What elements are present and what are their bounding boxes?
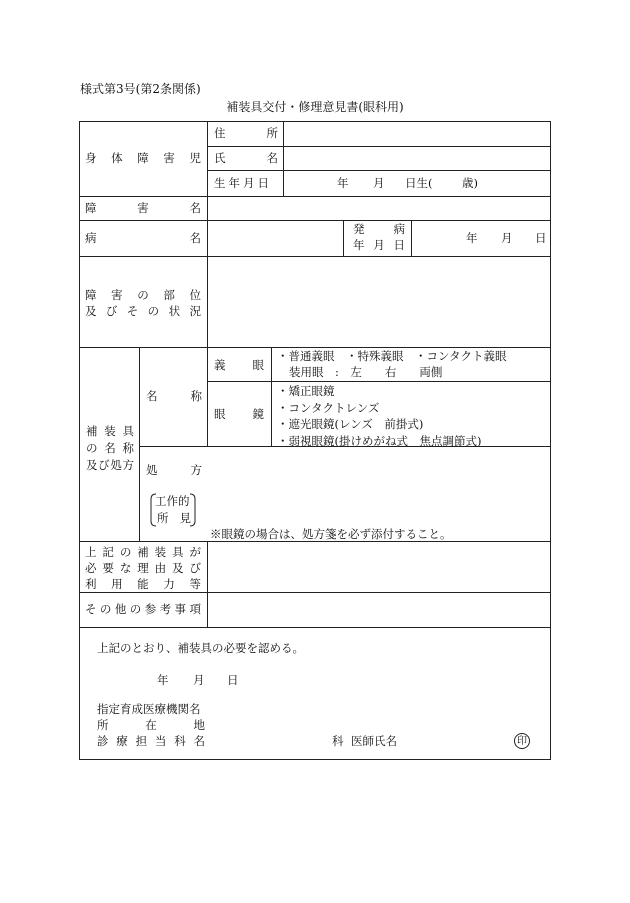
line-address-bottom [207,146,551,147]
line-eye-bottom [207,381,551,382]
vline-device-name-divider [207,347,208,446]
condition-label-line2: 及 び そ の 状 況 [85,304,201,318]
glasses-type-item: ・コンタクトレンズ [277,400,380,415]
dept-suffix: 科 [332,734,344,748]
address-label: 住 所 [214,126,278,140]
onset-year: 年 [466,231,478,245]
person-label: 身 体 障 害 児 [85,151,201,165]
line-other-bottom [79,627,551,628]
vline-onset-right [411,220,412,256]
other-label: そ の 他 の 参 考 事 項 [85,602,201,616]
dob-day-born: 日生( [405,176,433,190]
cert-month: 月 [193,673,205,687]
reason-label-line3: 利 用 能 力 等 [85,577,201,591]
dob-age: 歳) [462,176,478,190]
dob-year: 年 [337,176,349,190]
glasses-label: 眼 鏡 [214,407,264,421]
onset-day: 日 [535,231,547,245]
craft-label-line2: 所 見 [157,511,191,525]
disability-name-label: 障 害 名 [85,201,201,215]
disease-label: 病 名 [85,231,201,245]
vline-device-options [271,347,272,446]
line-person-bottom [79,196,551,197]
prescription-label: 処 方 [146,463,202,477]
condition-label-line1: 障 害 の 部 位 [85,288,201,302]
vline-person-subcol [283,121,284,196]
prosthetic-eye-types: ・普通義眼 ・特殊義眼 ・コンタクト義眼 [277,349,507,363]
cert-year: 年 [157,673,169,687]
line-disability-bottom [79,220,551,221]
line-condition-bottom [79,347,551,348]
vline-label-divider-top [207,121,208,347]
glasses-types-list [277,383,481,450]
vline-device-subcol [139,347,140,541]
dob-month: 月 [373,176,385,190]
doctor-label: 医師氏名 [351,734,397,748]
prosthetic-eye-label: 義 眼 [214,358,264,372]
certification-statement: 上記のとおり、補装具の必要を認める。 [97,641,304,655]
vline-onset-left [343,220,344,256]
wearing-eye: 装用眼 : 左 右 両側 [289,365,443,379]
glasses-type-item: ・遮光眼鏡(レンズ 前掛式) [277,417,424,432]
reason-label-line2: 必 要 な 理 由 及 び [85,561,201,575]
onset-label-line1: 発 病 [353,222,405,236]
vline-label-divider-bottom [207,541,208,627]
reason-label-line1: 上 記 の 補 装 具 が [85,545,201,559]
institution-label: 指定育成医療機関名 [97,702,201,716]
name-label: 氏 名 [214,151,278,165]
line-reason-bottom [79,592,551,593]
craft-label-line1: 工作的 [155,494,190,508]
dob-label: 生年月日 [214,176,272,190]
prescription-note: ※眼鏡の場合は、処方箋を必ず添付すること。 [210,527,452,541]
department-label: 診 療 担 当 科 名 [97,734,205,748]
cert-day: 日 [227,673,239,687]
glasses-type-item: ・弱視眼鏡(掛けめがね式 焦点調節式) [277,434,482,449]
location-label: 所 在 地 [97,718,205,732]
onset-label-line2: 年 月 日 [353,238,405,252]
glasses-type-item: ・矯正眼鏡 [277,384,335,398]
onset-month: 月 [501,231,513,245]
device-label-line1: 補 装 具 [86,424,134,438]
form-title: 補装具交付・修理意見書(眼科用) [226,100,404,114]
line-disease-bottom [79,256,551,257]
seal-mark: 印 [514,733,530,749]
device-label-line3: 及 び 処 方 [86,458,134,472]
device-label-line2: の 名 称 [86,441,134,455]
line-device-bottom [79,541,551,542]
device-name-label: 名 称 [146,389,202,403]
line-name-bottom [207,170,551,171]
form-number: 様式第3号(第2条関係) [80,82,201,96]
